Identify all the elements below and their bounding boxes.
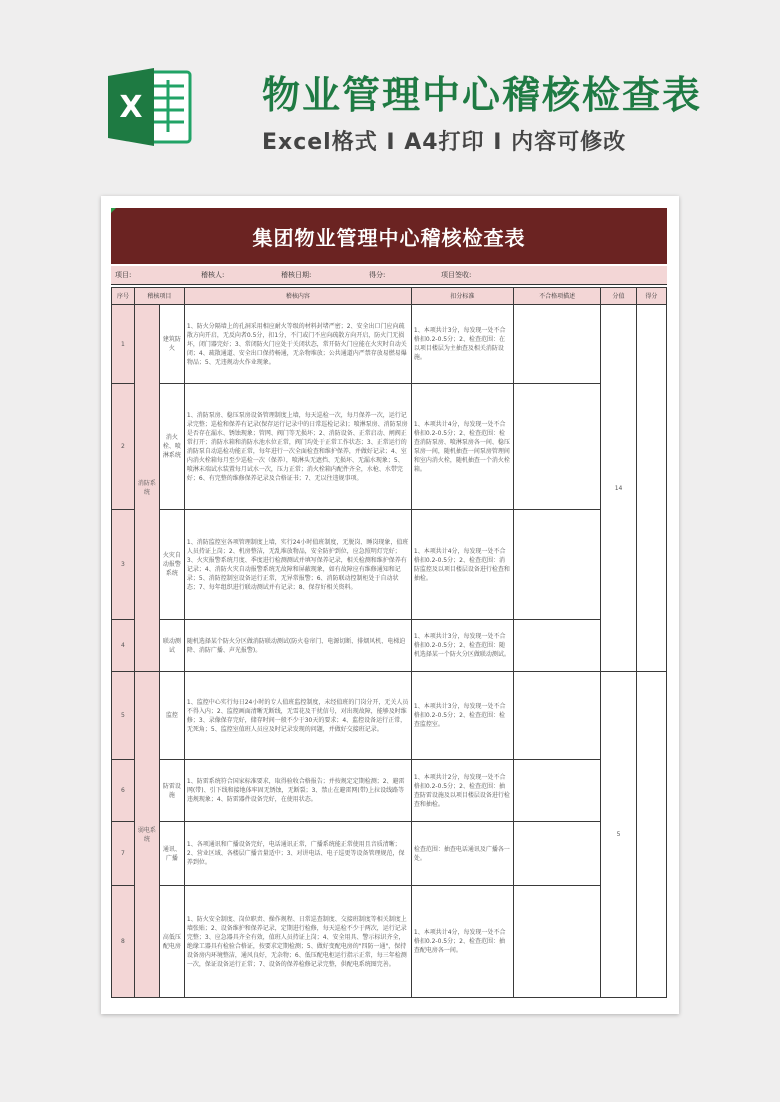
row-content: 1、防火安全制度、岗位职责、操作规程、日常巡查制度、交接班制度等相关制度上墙张贴；2、设备维护和保养记录，定期进行检修，每天巡检不少于两次，运行记录完整；3、应急器具齐全有效，值班人员持证上岗；4、安全用具、警示标识齐全，绝缘工器具有检验合格证，按要求定期检测；5、做好变配电房的"四防一通"，保持设备房内环境整洁，通风良好，无杂物；6、低压配电柜运行指示正常，每三年检测一次，保证设备运行正常；7、设备的保养检修记录完整，供配电系统图完善。 — [184, 886, 411, 998]
row-no: 1 — [112, 305, 135, 384]
row-item: 通讯、广播 — [159, 822, 184, 886]
spreadsheet-preview — [101, 196, 679, 1014]
col-header: 分值 — [601, 288, 636, 305]
col-header: 扣分标准 — [411, 288, 513, 305]
page-header — [0, 0, 780, 180]
row-item: 联动测试 — [159, 620, 184, 672]
group-weak: 弱电系统 — [134, 672, 159, 998]
row-item: 监控 — [159, 672, 184, 760]
row-item: 高低压配电房 — [159, 886, 184, 998]
table-row — [112, 822, 667, 886]
row-content: 1、防雷系统符合国家标准要求，取得验收合格报告；并按规定定期检测；2、避雷网(带)、引下线和接地体牢固无锈蚀，无断裂；3、禁止在避雷网(带)上拉设线路等违规现象；4、防雷器件设备完好，在使用状态。 — [184, 760, 411, 822]
row-item: 防雷设施 — [159, 760, 184, 822]
sheet-title: 集团物业管理中心稽核检查表 — [111, 208, 667, 264]
group-weak-score[interactable] — [636, 672, 666, 998]
row-defect[interactable] — [513, 822, 600, 886]
row-no: 4 — [112, 620, 135, 672]
excel-icon — [104, 62, 194, 152]
cell-marker-icon — [111, 208, 116, 213]
col-header: 稽核项目 — [134, 288, 184, 305]
row-standard: 1、本项共计3分，每发现一处不合格扣0.2-0.5分；2、检查范围：随机选择某一个防火分区做联动测试。 — [411, 620, 513, 672]
row-standard: 1、本项共计4分，每发现一处不合格扣0.2-0.5分；2、检查范围：消防监控及以项目楼层设备进行检查和抽检。 — [411, 510, 513, 620]
col-header: 得分 — [636, 288, 666, 305]
table-row — [112, 305, 667, 384]
row-content: 1、各项通讯和广播设备完好，电话通讯正常，广播系统能正常使用且音质清晰；2、营业区域、各楼层广播音量适中；3、对讲电话、电子巡更等设备管理规范，保养到位。 — [184, 822, 411, 886]
row-defect[interactable] — [513, 510, 600, 620]
row-item: 建筑防火 — [159, 305, 184, 384]
row-defect[interactable] — [513, 760, 600, 822]
info-date: 稽核日期: — [281, 271, 312, 279]
info-signoff: 项目签收: — [441, 271, 472, 279]
row-no: 8 — [112, 886, 135, 998]
table-row — [112, 760, 667, 822]
row-defect[interactable] — [513, 672, 600, 760]
col-header: 序号 — [112, 288, 135, 305]
row-standard: 1、本项共计3分，每发现一处不合格扣0.2-0.5分；2、检查范围：在以项目楼层为主抽查及相关消防设施。 — [411, 305, 513, 384]
table-row — [112, 672, 667, 760]
svg-text:X: X — [119, 90, 143, 125]
table-row — [112, 384, 667, 510]
group-fire: 消防系统 — [134, 305, 159, 672]
col-header: 稽核内容 — [184, 288, 411, 305]
info-inspector: 稽核人: — [201, 271, 225, 279]
table-row — [112, 886, 667, 998]
row-content: 随机选择某个防火分区做消防联动测试(防火卷帘门、电源切断、排烟风机、电梯迫降、消防广播、声光报警)。 — [184, 620, 411, 672]
group-weak-points: 5 — [601, 672, 636, 998]
row-content: 1、监控中心实行每日24小时的专人值班监控制度，未经值班的门岗分开，无关人员不得入内；2、监控画面清晰无断线，无雪花及干扰信号，对出现故障，能够及时维修；3、录像保存完好，储存时间一般不少于30天的要求；4、监控设备运行正常，无死角；5、监控室值班人员应及时记录发现的问题，并做好交接班记录。 — [184, 672, 411, 760]
info-score: 得分: — [369, 271, 386, 279]
row-no: 2 — [112, 384, 135, 510]
row-no: 3 — [112, 510, 135, 620]
info-project: 项目: — [115, 271, 132, 279]
row-no: 6 — [112, 760, 135, 822]
row-item: 消火栓、喷淋系统 — [159, 384, 184, 510]
group-fire-score[interactable] — [636, 305, 666, 672]
table-header-row — [112, 288, 667, 305]
page-title: 物业管理中心稽核检查表 — [262, 73, 703, 117]
row-content: 1、消防泵房、稳压泵房设备管理制度上墙，每天巡检一次，每月保养一次，运行记录完整；巡检和保养有记录(保存运行记录中的日常巡检记录)；喷淋泵房、消防泵房是否存在漏水、锈蚀现象；管网、阀门等无损坏；2、消防设备、正常启动、闸阀正常打开；消防水箱和消防水池水位正常，阀门均处于正常工作状态；3、正常运行的消防泵自动巡检功能正常，每年进行一次全面检查和维护保养，并做好记录；4、室内消火栓箱每月至少巡检一次（保养），喷淋头无遮挡、无损坏、无漏水现象；5、喷淋末端试水装置每月试水一次，压力正常；消火栓箱内配件齐全，水枪、水带完好；6、有完整的维修保养记录及合格证书；7、无以往违规事项。 — [184, 384, 411, 510]
row-content: 1、消防监控室各项管理制度上墙，实行24小时值班制度，无脱岗、睡岗现象，值班人员持证上岗；2、机房整洁，无乱堆放物品，安全防护到位，应急照明灯完好；3、火灾报警系统月度、季度进行检测测试并填写保养记录，相关检测和维护保养有记录；4、消防火灾自动报警系统无故障和屏蔽现象，如有故障应有维修通知和记录；5、消防控制室设备运行正常，无异常报警；6、消防联动控制柜处于自动状态；7、每年组织进行联动测试并有记录；8、保存好相关资料。 — [184, 510, 411, 620]
row-standard: 1、本项共计4分，每发现一处不合格扣0.2-0.5分；2、检查范围：抽查配电房各一间。 — [411, 886, 513, 998]
col-header: 不合格项描述 — [513, 288, 600, 305]
inspection-table — [111, 287, 667, 998]
row-standard: 1、本项共计3分，每发现一处不合格扣0.2-0.5分；2、检查范围：检查监控室。 — [411, 672, 513, 760]
row-defect[interactable] — [513, 384, 600, 510]
row-defect[interactable] — [513, 305, 600, 384]
table-row — [112, 620, 667, 672]
row-defect[interactable] — [513, 620, 600, 672]
row-standard: 1、本项共计4分，每发现一处不合格扣0.2-0.5分；2、检查范围：检查消防泵房、喷淋泵房各一间、稳压泵房一间，随机抽查一间泵房管理间和室内消火栓，随机抽查一个消火栓箱。 — [411, 384, 513, 510]
row-standard: 1、本项共计2分，每发现一处不合格扣0.2-0.5分；2、检查范围：抽查防雷设施及以项目楼层设备进行检查和抽检。 — [411, 760, 513, 822]
info-row — [111, 266, 667, 285]
table-row — [112, 510, 667, 620]
row-defect[interactable] — [513, 886, 600, 998]
row-no: 5 — [112, 672, 135, 760]
page-subtitle: Excel格式 I A4打印 I 内容可修改 — [262, 130, 627, 155]
row-no: 7 — [112, 822, 135, 886]
row-item: 火灾自动报警系统 — [159, 510, 184, 620]
row-content: 1、防火分隔墙上的孔洞采用相应耐火等级的材料封堵严密；2、安全出口门应向疏散方向开启，无反向者0.5分，扣1分，不门或门不应向疏散方向开启，防火门无损坏，闭门器完好；3、常闭防火门应处于关闭状态，常开防火门应能在火灾时自动关闭；4、疏散通道、安全出口保持畅通，无杂物堆放；公共通道内严禁存放易燃易爆物品；5、无违规动火作业现象。 — [184, 305, 411, 384]
group-fire-points: 14 — [601, 305, 636, 672]
row-standard: 检查范围：抽查电话通讯及广播各一处。 — [411, 822, 513, 886]
